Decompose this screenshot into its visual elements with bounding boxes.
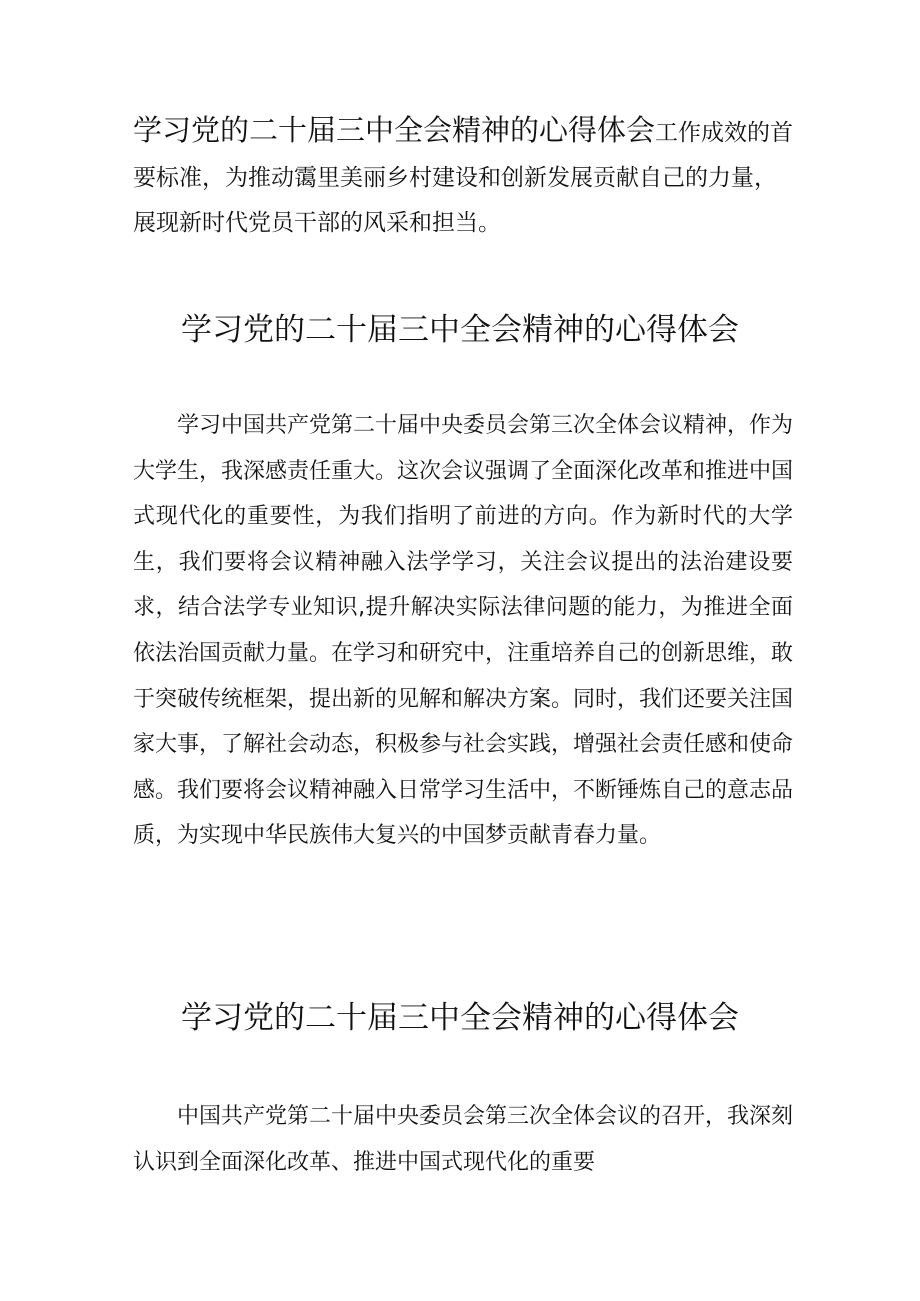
intro-text: 工作成效的首要标准，为推动霭里美丽乡村建设和创新发展贡献自己的力量，展现新时代党员干部的风采和担当。	[133, 120, 794, 236]
section-heading: 学习党的二十届三中全会精神的心得体会	[181, 312, 739, 348]
intro-title-fragment: 学习党的二十届三中全会精神的心得体会	[133, 113, 656, 147]
section-paragraph: 中国共产党第二十届中央委员会第三次全体会议的召开，我深刻认识到全面深化改革、推进中国式现代化的重要	[133, 1104, 794, 1175]
intro-paragraph	[133, 108, 793, 246]
section-paragraph: 学习中国共产党第二十届中央委员会第三次全体会议精神，作为大学生，我深感责任重大。这次会议强调了全面深化改革和推进中国式现代化的重要性，为我们指明了前进的方向。作为新时代的大学生，我们要将会议精神融入法学学习，关注会议提出的法治建设要求，结合法学专业知识,提升解决实际法律问题的能力，为推进全面依法治国贡献力量。在学习和研究中，注重培养自己的创新思维，敢于突破传统框架，提出新的见解和解决方案。同时，我们还要关注国家大事，了解社会动态，积极参与社会实践，增强社会责任感和使命感。我们要将会议精神融入日常学习生活中，不断锤炼自己的意志品质，为实现中华民族伟大复兴的中国梦贡献青春力量。	[133, 413, 794, 849]
section-heading: 学习党的二十届三中全会精神的心得体会	[181, 1000, 739, 1036]
